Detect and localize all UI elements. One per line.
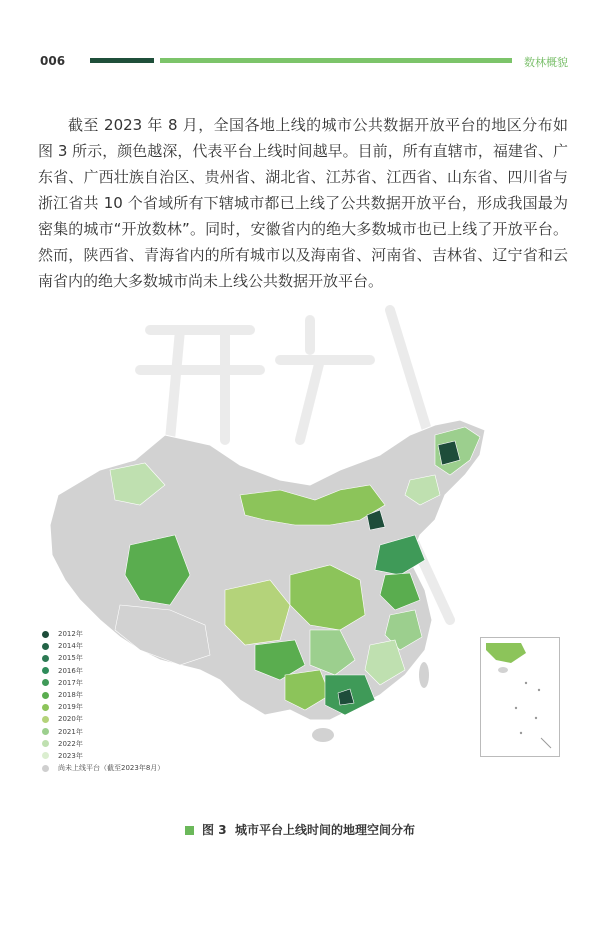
legend-item <box>42 738 164 750</box>
legend-swatch <box>42 643 49 650</box>
legend-swatch <box>42 704 49 711</box>
legend-swatch <box>42 765 49 772</box>
legend-swatch <box>42 728 49 735</box>
running-header-title: 数林概貌 <box>524 56 568 69</box>
legend-item <box>42 762 164 774</box>
legend-label: 2014年 <box>58 642 83 651</box>
caption-marker <box>185 826 194 835</box>
map-region-taiwan <box>419 662 429 688</box>
legend-label: 2016年 <box>58 666 83 675</box>
legend-label: 2018年 <box>58 691 83 700</box>
legend-item <box>42 750 164 762</box>
legend-swatch <box>42 752 49 759</box>
legend-item <box>42 640 164 652</box>
legend-label: 2012年 <box>58 630 83 639</box>
legend-item <box>42 665 164 677</box>
legend-item <box>42 726 164 738</box>
legend-swatch <box>42 631 49 638</box>
legend-swatch <box>42 692 49 699</box>
legend-swatch <box>42 740 49 747</box>
south-china-sea-inset-map <box>480 637 560 757</box>
legend-label: 2015年 <box>58 654 83 663</box>
legend-item <box>42 677 164 689</box>
legend-label: 2022年 <box>58 739 83 748</box>
legend-item <box>42 713 164 725</box>
legend-item <box>42 689 164 701</box>
legend-swatch <box>42 655 49 662</box>
legend-item <box>42 652 164 664</box>
legend-label: 2023年 <box>58 751 83 760</box>
legend-item <box>42 701 164 713</box>
body-paragraph: 截至 2023 年 8 月，全国各地上线的城市公共数据开放平台的地区分布如图 3 所示，颜色越深，代表平台上线时间越早。目前，所有直辖市，福建省、广东省、广西壮族自治区、贵州省、湖北省、江苏省、江西省、山东省、四川省与浙江省共 10 个省域所有下辖城市都已上线了公共数据开放平台，形成我国最为密集的城市“开放数林”。同时，安徽省内的绝大多数城市也已上线了开放平台。然而，陕西省、青海省内的所有城市以及海南省、河南省、吉林省、辽宁省和云南省内的绝大多数城市尚未上线公共数据开放平台。 <box>38 116 568 290</box>
figure-caption <box>0 821 600 838</box>
legend-label: 2021年 <box>58 727 83 736</box>
legend-label: 2020年 <box>58 715 83 724</box>
header-rule-light <box>160 58 512 63</box>
legend-label: 2017年 <box>58 678 83 687</box>
legend-item <box>42 628 164 640</box>
header-rule-dark <box>90 58 154 63</box>
figure-title: 城市平台上线时间的地理空间分布 <box>234 823 415 837</box>
map-region-hainan <box>312 728 334 742</box>
page-number: 006 <box>40 54 66 68</box>
legend-swatch <box>42 716 49 723</box>
map-legend <box>42 628 164 774</box>
legend-swatch <box>42 679 49 686</box>
figure-number: 图 3 <box>202 823 227 837</box>
legend-label: 2019年 <box>58 703 83 712</box>
legend-label: 尚未上线平台（截至2023年8月） <box>58 764 165 773</box>
legend-swatch <box>42 667 49 674</box>
